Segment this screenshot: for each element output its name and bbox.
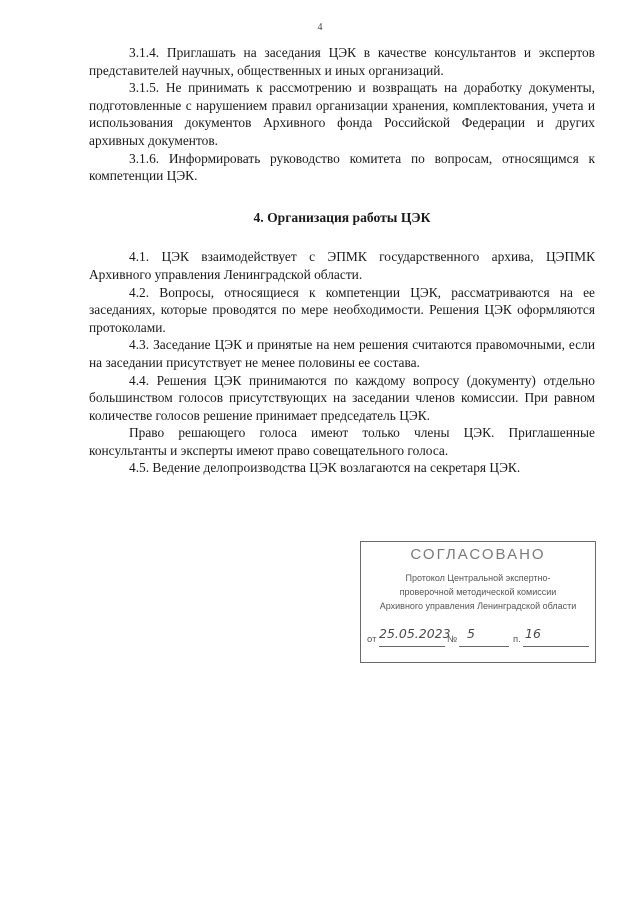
stamp-line-1: Протокол Центральной экспертно- — [405, 573, 551, 583]
paragraph-3-1-4: 3.1.4. Приглашать на заседания ЦЭК в качестве консультантов и экспертов представителей научных, общественных и иных организаций. — [89, 45, 595, 78]
paragraph-3-1-5: 3.1.5. Не принимать к рассмотрению и возвращать на доработку документы, подготовленные с нарушением правил организации хранения, комплектования, учета и использования документов Архивного фонда Российской Федерации и других архивных документов. — [89, 80, 595, 148]
stamp-number-value: 5 — [467, 626, 475, 641]
stamp-line-3: Архивного управления Ленинградской области — [379, 601, 577, 611]
stamp-number-label: № — [447, 634, 458, 645]
stamp-item-label: п. — [513, 634, 521, 645]
stamp-heading: СОГЛАСОВАНО — [410, 546, 546, 563]
page-number: 4 — [317, 22, 323, 33]
paragraph-voting-rights: Право решающего голоса имеют только члены ЦЭК. Приглашенные консультанты и эксперты имеют право совещательного голоса. — [89, 425, 595, 458]
stamp-footer — [367, 626, 591, 648]
paragraph-4-5: 4.5. Ведение делопроизводства ЦЭК возлагаются на секретаря ЦЭК. — [129, 460, 521, 476]
paragraph-3-1-6: 3.1.6. Информировать руководство комитета по вопросам, относящимся к компетенции ЦЭК. — [89, 150, 595, 184]
approval-stamp — [360, 541, 596, 663]
stamp-item-value: 16 — [525, 626, 541, 641]
paragraph-4-4: 4.4. Решения ЦЭК принимаются по каждому вопросу (документу) отдельно большинством голосов присутствующих на заседании членов комиссии. При равном количестве голосов решение принимает председатель ЦЭК. — [89, 372, 595, 423]
stamp-item-underline — [523, 646, 589, 647]
paragraph-4-2: 4.2. Вопросы, относящиеся к компетенции ЦЭК, рассматриваются на ее заседаниях, которые проводятся по мере необходимости. Решения ЦЭК оформляются протоколами. — [89, 284, 595, 335]
paragraph-4-1: 4.1. ЦЭК взаимодействует с ЭПМК государственного архива, ЦЭПМК Архивного управления Ленинградской области. — [89, 249, 595, 282]
paragraph-4-3: 4.3. Заседание ЦЭК и принятые на нем решения считаются правомочными, если на заседании присутствует не менее половины ее состава. — [89, 337, 595, 370]
section-title: 4. Организация работы ЦЭК — [253, 209, 431, 225]
stamp-number-underline — [459, 646, 509, 647]
stamp-line-2: проверочной методической комиссии — [399, 587, 557, 597]
stamp-date-value: 25.05.2023 — [379, 626, 451, 641]
stamp-date-label: от — [367, 634, 377, 645]
stamp-date-underline — [379, 646, 445, 647]
document-body — [89, 44, 595, 477]
